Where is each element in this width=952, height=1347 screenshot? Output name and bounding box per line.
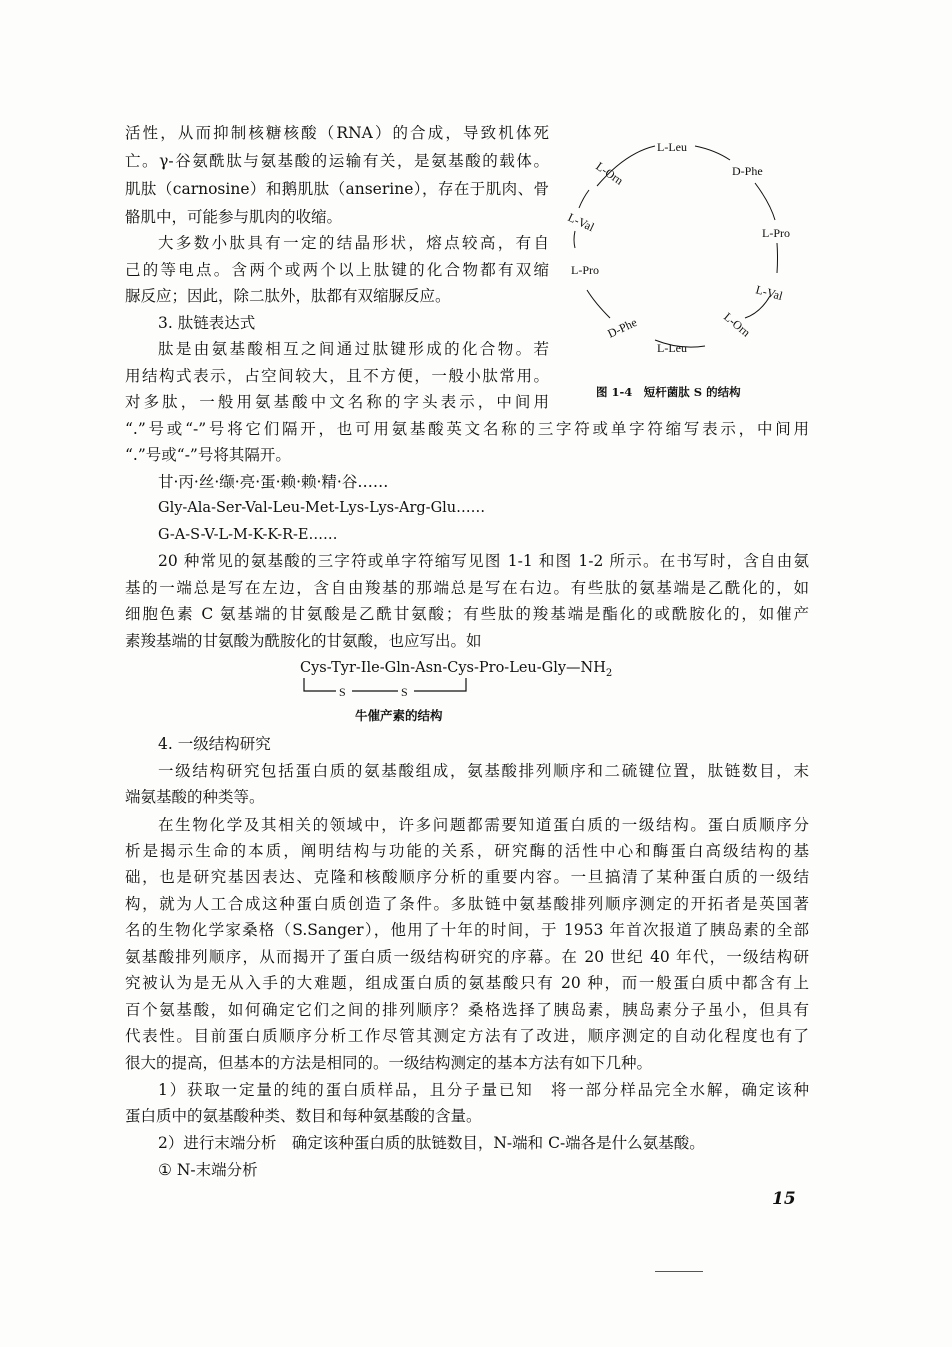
text-line: 端氨基酸的种类等。 [125,788,265,806]
text-line: 细胞色素 C 氨基端的甘氨酸是乙酰甘氨酸；有些肽的羧基端是酯化的或酰胺化的，如催产 [125,605,809,623]
ring-label: L-Val [565,210,597,235]
text-line: 代表性。目前蛋白质顺序分析工作尽管其测定方法有了改进，顺序测定的自动化程度也有了 [125,1027,809,1045]
text-line: 1）获取一定量的纯的蛋白质样品，且分子量已知 将一部分样品完全水解，确定该种 [158,1081,809,1099]
text-line: 一级结构研究包括蛋白质的氨基酸组成，氨基酸排列顺序和二硫键位置，肽链数目，末 [158,762,809,780]
ring-label: L-Leu [657,140,687,154]
oxytocin-sequence: Cys-$Tyr-Ile-Gln-Asn-Cys-Pro-Leu-Gly—NH_2$ [300,660,613,679]
text-line: 基的一端总是写在左边，含自由羧基的那端总是写在右边。有些肽的氨基端是乙酰化的，如 [125,579,809,597]
ring-label: D-Phe [605,315,640,341]
text-line: 析是揭示生命的本质，阐明结构与功能的关系，研究酶的活性中心和酶蛋白高级结构的基 [125,842,809,860]
disulfide-bridge [300,676,480,700]
text-line: ① N-末端分析 [158,1161,258,1179]
section-heading: 4. 一级结构研究 [158,735,271,753]
ring-label: L-Leu [657,341,687,355]
text-line: 亡。γ-谷氨酰肽与氨基酸的运输有关，是氨基酸的载体。 [125,152,549,170]
text-line: 对多肽，一般用氨基酸中文名称的字头表示，中间用 [125,393,549,411]
text-line: 用结构式表示，占空间较大，且不方便，一般小肽常用。 [125,367,549,385]
ring-label: L-Orn [593,158,626,188]
oxytocin-caption: 牛催产素的结构 [355,708,443,723]
text-line: 骼肌中，可能参与肌肉的收缩。 [125,208,343,226]
ring-label: L-Pro [762,226,790,240]
text-line: 氨基酸排列顺序，从而揭开了蛋白质一级结构研究的序幕。在 20 世纪 40 年代，一级结构研 [125,948,809,966]
gramicidin-s-ring-diagram [555,128,815,368]
scan-mark [655,1271,703,1272]
text-line: 素羧基端的甘氨酸为酰胺化的甘氨酸，也应写出。如 [125,632,482,650]
amino-acid-chinese-sequence: 甘·丙·丝·缬·亮·蛋·赖·赖·精·谷…… [158,473,389,491]
amino-acid-three-letter-sequence: Gly-Ala-Ser-Val-Leu-Met-Lys-Lys-Arg-Glu…… [158,500,486,516]
text-line: 础，也是研究基因表达、克隆和核酸顺序分析的重要内容。一旦搞清了某种蛋白质的一级结 [125,868,809,886]
text-line: “.”号或“-”号将它们隔开，也可用氨基酸英文名称的三字符或单字符缩写表示，中间用 [125,420,809,438]
text-line: 百个氨基酸，如何确定它们之间的排列顺序？桑格选择了胰岛素，胰岛素分子虽小，但具有 [125,1001,809,1019]
amino-acid-one-letter-sequence: G-A-S-V-L-M-K-K-R-E…… [158,527,338,543]
text-line: “.”号或“-”号将其隔开。 [125,446,291,464]
text-line: 2）进行末端分析 确定该种蛋白质的肽链数目，N-端和 C-端各是什么氨基酸。 [158,1134,705,1152]
ring-label: L-Orn [721,309,754,340]
ring-label: D-Phe [732,164,763,178]
text-line: 活性，从而抑制核糖核酸（RNA）的合成，导致机体死 [125,124,549,142]
figure-caption: 图 1-4 短杆菌肽 S 的结构 [596,385,741,399]
text-line: 在生物化学及其相关的领域中，许多问题都需要知道蛋白质的一级结构。蛋白质顺序分 [158,816,809,834]
text-line: 肌肽（carnosine）和鹅肌肽（anserine），存在于肌肉、骨 [125,180,549,198]
text-line: 大多数小肽具有一定的结晶形状，熔点较高，有自 [158,234,549,252]
sulfur-label: S [401,685,408,699]
ring-label: L-Pro [571,263,599,277]
text-line: 蛋白质中的氨基酸种类、数目和每种氨基酸的含量。 [125,1107,482,1125]
text-line: 脲反应；因此，除二肽外，肽都有双缩脲反应。 [125,287,451,305]
text-line: 构，就为人工合成这种蛋白质创造了条件。多肽链中氨基酸排列顺序测定的开拓者是英国著 [125,895,809,913]
text-line: 很大的提高，但基本的方法是相同的。一级结构测定的基本方法有如下几种。 [125,1054,653,1072]
section-heading: 3. 肽链表达式 [158,314,256,332]
page-number: 15 [772,1189,796,1209]
text-line: 肽是由氨基酸相互之间通过肽键形成的化合物。若 [158,340,549,358]
text-line: 名的生物化学家桑格（S.Sanger），他用了十年的时间，于 1953 年首次报道了胰岛素的全部 [125,921,809,939]
text-line: 20 种常见的氨基酸的三字符或单字符缩写见图 1-1 和图 1-2 所示。在书写时，含自由氨 [158,552,809,570]
ring-label: L-Val [754,282,785,303]
text-line: 己的等电点。含两个或两个以上肽键的化合物都有双缩 [125,261,549,279]
sulfur-label: S [339,685,346,699]
text-line: 究被认为是无从入手的大难题，组成蛋白质的氨基酸只有 20 种，而一般蛋白质中都含有上 [125,974,809,992]
